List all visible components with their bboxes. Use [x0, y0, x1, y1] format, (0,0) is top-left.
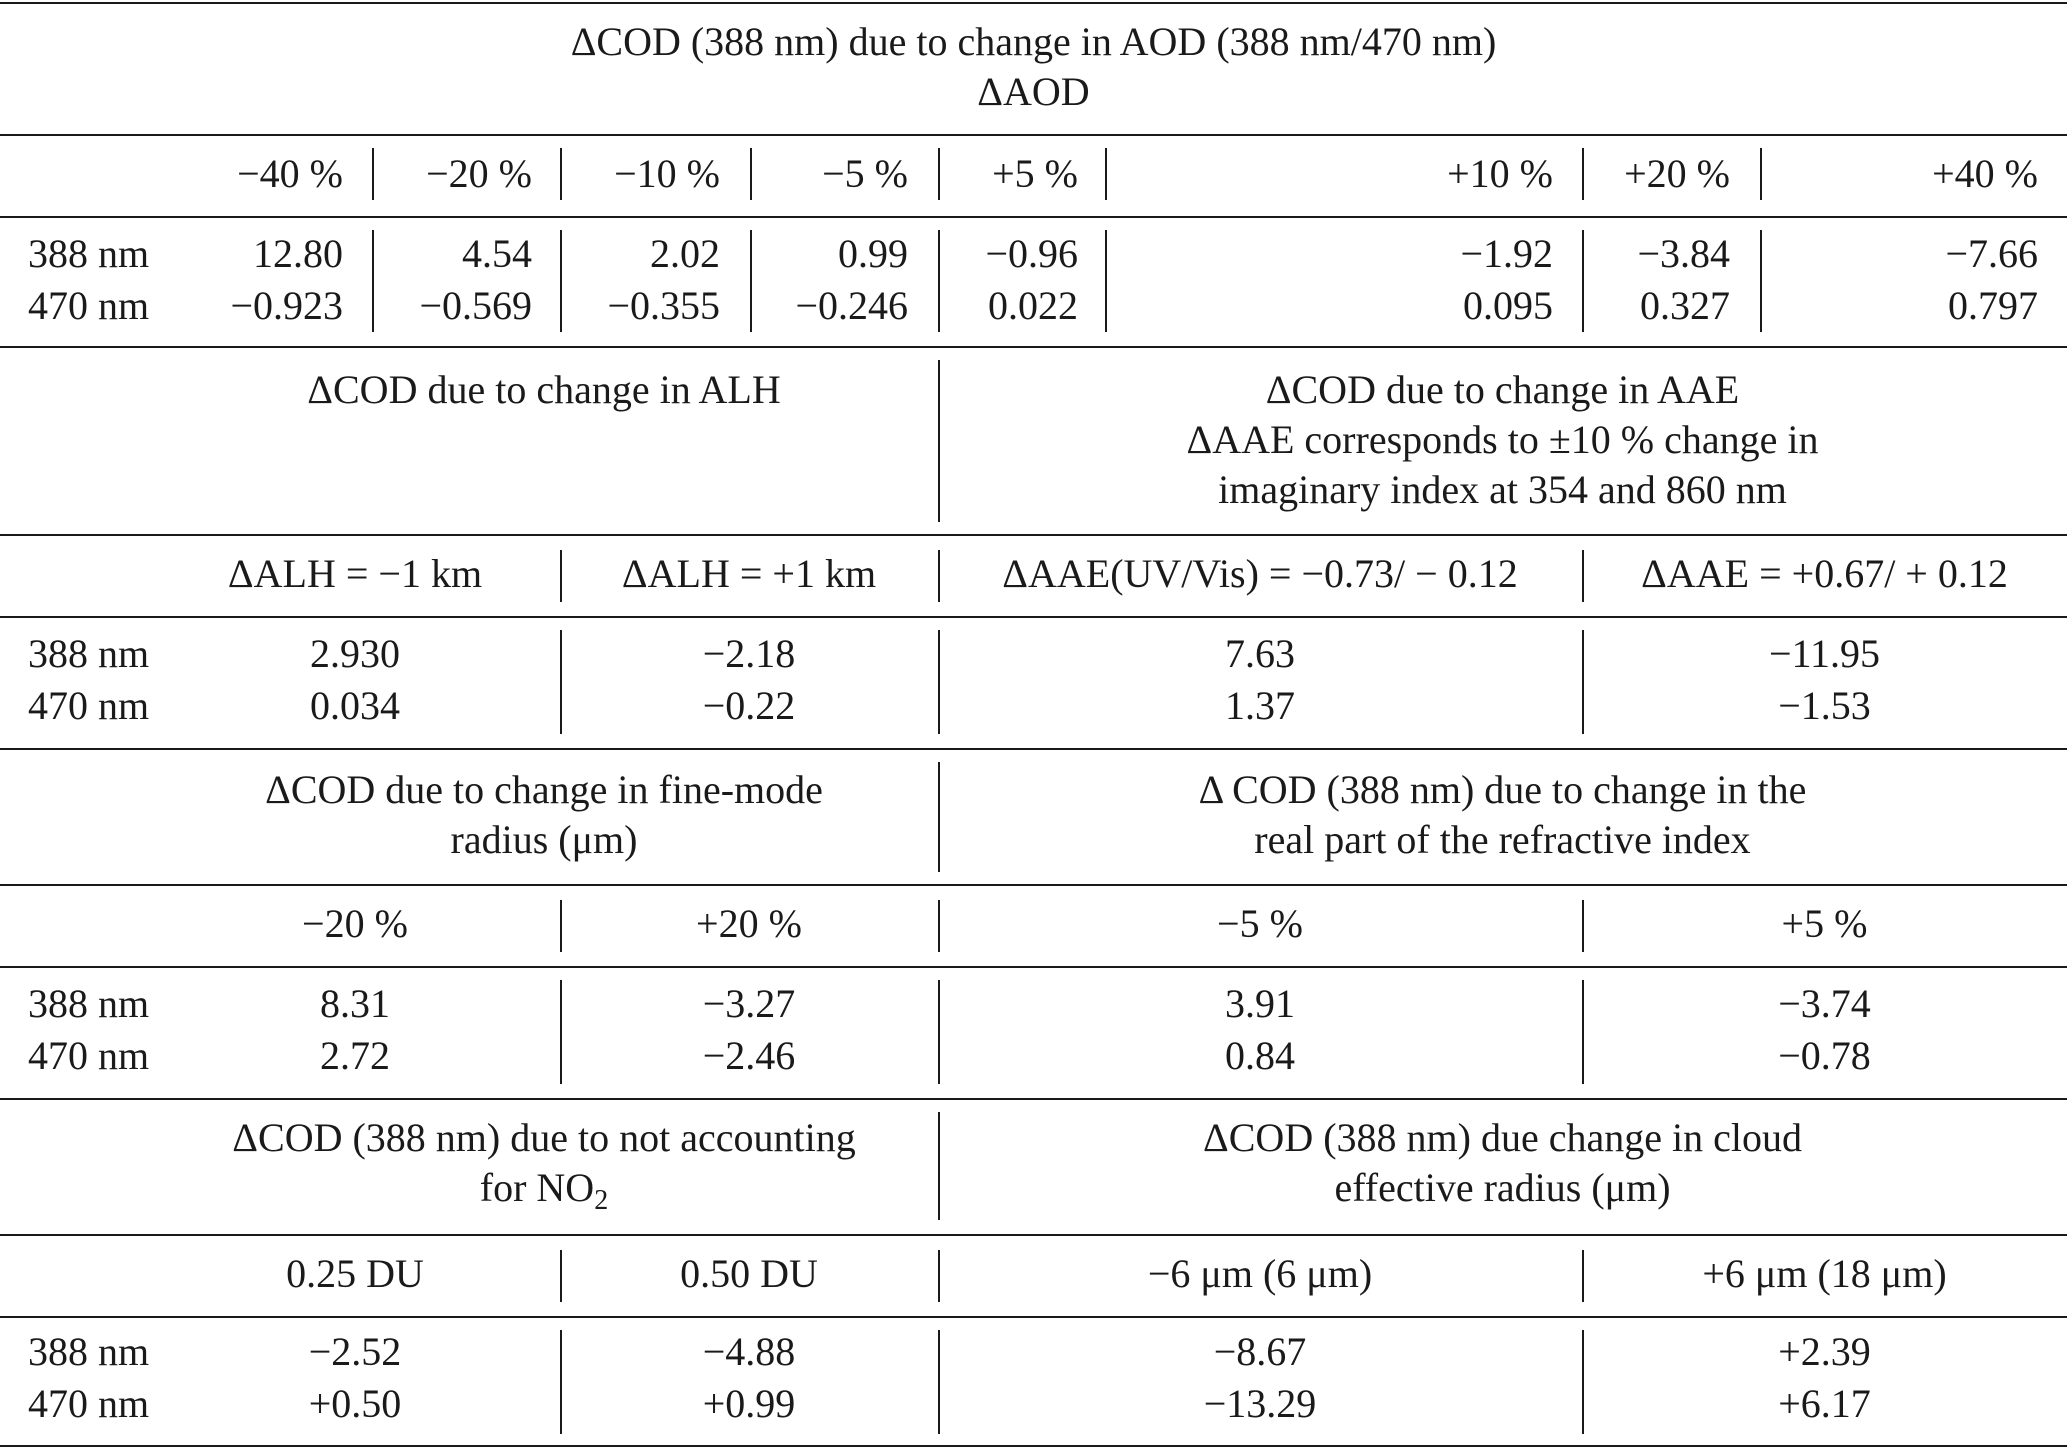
table-cell: −8.67 [1213, 1329, 1307, 1374]
column-separator [1582, 148, 1584, 200]
table-cell: 0.327 [1640, 283, 1730, 328]
row-label: 388 nm [28, 1329, 150, 1374]
table-cell: −1.92 [1460, 231, 1553, 276]
column-separator [1582, 550, 1584, 602]
table-cell: −0.78 [1778, 1033, 1871, 1078]
block3-rule-1 [0, 884, 2067, 886]
column-separator [938, 762, 940, 872]
column-separator [560, 980, 562, 1084]
column-separator [1582, 900, 1584, 952]
block2-left-title: ΔCOD due to change in ALH [307, 367, 781, 412]
column-separator [938, 980, 940, 1084]
column-separator [1105, 230, 1107, 332]
table-cell: −0.96 [985, 231, 1078, 276]
table-cell: −0.246 [795, 283, 908, 328]
table-cell: 8.31 [320, 981, 390, 1026]
column-separator [938, 230, 940, 332]
block4-rule-2 [0, 1316, 2067, 1318]
block4-col-header: +6 μm (18 μm) [1702, 1251, 1947, 1296]
row-label: 470 nm [28, 283, 150, 328]
column-separator [938, 1112, 940, 1220]
block3-right-title: real part of the refractive index [1254, 817, 1751, 862]
block2-right-title: ΔAAE corresponds to ±10 % change in [1186, 417, 1819, 462]
table-cell: −11.95 [1768, 631, 1881, 676]
table-cell: 0.095 [1463, 283, 1553, 328]
block2-col-header: ΔALH = +1 km [621, 551, 877, 596]
block4-right-title: ΔCOD (388 nm) due change in cloud [1203, 1115, 1802, 1160]
row-label: 388 nm [28, 981, 150, 1026]
block3-col-header: −20 % [302, 901, 408, 946]
column-separator [1582, 1250, 1584, 1302]
row-label: 470 nm [28, 1381, 150, 1426]
block2-rule-2 [0, 616, 2067, 618]
table-cell: −4.88 [702, 1329, 796, 1374]
row-label: 388 nm [28, 631, 150, 676]
table-cell: −0.569 [419, 283, 532, 328]
table-cell: 2.930 [310, 631, 400, 676]
block3-left-title: ΔCOD due to change in fine-mode [265, 767, 823, 812]
block3-rule-3 [0, 1098, 2067, 1100]
table-cell: 12.80 [253, 231, 343, 276]
block3-left-title: radius (μm) [450, 817, 638, 862]
table-cell: 0.84 [1225, 1033, 1295, 1078]
table-cell: 1.37 [1225, 683, 1295, 728]
block3-col-header: +20 % [696, 901, 802, 946]
table-cell: −3.74 [1778, 981, 1871, 1026]
table-cell: +6.17 [1778, 1381, 1871, 1426]
block2-col-header: ΔAAE(UV/Vis) = −0.73/ − 0.12 [1002, 551, 1518, 596]
table-cell: 2.72 [320, 1033, 390, 1078]
block3-col-header: +5 % [1781, 901, 1868, 946]
block2-right-title: imaginary index at 354 and 860 nm [1218, 467, 1787, 512]
column-separator [560, 1250, 562, 1302]
table-cell: 7.63 [1225, 631, 1295, 676]
column-separator [938, 360, 940, 522]
block2-col-header: ΔAAE = +0.67/ + 0.12 [1641, 551, 2008, 596]
table-cell: 0.99 [838, 231, 908, 276]
column-separator [1582, 630, 1584, 734]
table-cell: −13.29 [1203, 1381, 1317, 1426]
table-cell: −3.84 [1637, 231, 1730, 276]
table-cell: −0.22 [702, 683, 796, 728]
column-separator [750, 230, 752, 332]
block1-col-header: +10 % [1447, 151, 1553, 196]
block1-col-header: +20 % [1624, 151, 1730, 196]
block1-rule-3 [0, 346, 2067, 348]
block4-left-title: ΔCOD (388 nm) due to not accounting [232, 1115, 856, 1160]
column-separator [560, 550, 562, 602]
table-cell: −2.18 [702, 631, 796, 676]
table-cell: +2.39 [1778, 1329, 1871, 1374]
block4-left-title-prefix: for NO [479, 1165, 595, 1210]
block4-col-header: 0.25 DU [286, 1251, 424, 1296]
column-separator [1760, 230, 1762, 332]
block2-rule-3 [0, 748, 2067, 750]
block1-rule-1 [0, 134, 2067, 136]
block4-right-title: effective radius (μm) [1334, 1165, 1671, 1210]
column-separator [938, 1330, 940, 1434]
table-cell: 0.022 [988, 283, 1078, 328]
table-top-rule [0, 2, 2067, 4]
no2-subscript: 2 [594, 1185, 609, 1216]
block1-col-header: −20 % [426, 151, 532, 196]
table-cell: −3.27 [702, 981, 796, 1026]
block4-col-header: −6 μm (6 μm) [1147, 1251, 1373, 1296]
block1-col-header: −5 % [822, 151, 908, 196]
table-cell: −7.66 [1945, 231, 2038, 276]
table-cell: −0.923 [230, 283, 343, 328]
column-separator [938, 1250, 940, 1302]
block1-rule-2 [0, 216, 2067, 218]
column-separator [560, 900, 562, 952]
column-separator [938, 900, 940, 952]
table-cell: 0.797 [1948, 283, 2038, 328]
table-cell: 0.034 [310, 683, 400, 728]
block1-col-header: −40 % [237, 151, 343, 196]
table-cell: −2.52 [308, 1329, 402, 1374]
column-separator [1582, 230, 1584, 332]
table-cell: −0.355 [607, 283, 720, 328]
table-cell: 2.02 [650, 231, 720, 276]
row-label: 470 nm [28, 683, 150, 728]
table-cell: 4.54 [462, 231, 532, 276]
block1-col-header: +40 % [1932, 151, 2038, 196]
column-separator [1582, 980, 1584, 1084]
block1-col-header: −10 % [614, 151, 720, 196]
column-separator [750, 148, 752, 200]
column-separator [938, 148, 940, 200]
column-separator [1760, 148, 1762, 200]
block2-right-title: ΔCOD due to change in AAE [1265, 367, 1740, 412]
block2-rule-1 [0, 534, 2067, 536]
block4-left-title-line2 [150, 1162, 938, 1214]
table-cell: −2.46 [702, 1033, 796, 1078]
table-cell: +0.99 [702, 1381, 796, 1426]
column-separator [560, 1330, 562, 1434]
column-separator [560, 230, 562, 332]
row-label: 470 nm [28, 1033, 150, 1078]
column-separator [1582, 1330, 1584, 1434]
column-separator [938, 550, 940, 602]
column-separator [938, 630, 940, 734]
block1-title: ΔCOD (388 nm) due to change in AOD (388 nm/470 nm) [570, 19, 1497, 64]
block4-col-header: 0.50 DU [680, 1251, 818, 1296]
block4-rule-1 [0, 1234, 2067, 1236]
column-separator [560, 148, 562, 200]
column-separator [1105, 148, 1107, 200]
row-label: 388 nm [28, 231, 150, 276]
block2-col-header: ΔALH = −1 km [227, 551, 483, 596]
block3-rule-2 [0, 966, 2067, 968]
block3-col-header: −5 % [1217, 901, 1303, 946]
column-separator [372, 148, 374, 200]
table-cell: −1.53 [1778, 683, 1871, 728]
table-cell: 3.91 [1225, 981, 1295, 1026]
block1-subtitle: ΔAOD [977, 69, 1090, 114]
table-cell: +0.50 [308, 1381, 402, 1426]
column-separator [372, 230, 374, 332]
block3-right-title: Δ COD (388 nm) due to change in the [1198, 767, 1807, 812]
column-separator [560, 630, 562, 734]
table-bottom-rule [0, 1445, 2067, 1447]
block1-col-header: +5 % [992, 151, 1078, 196]
